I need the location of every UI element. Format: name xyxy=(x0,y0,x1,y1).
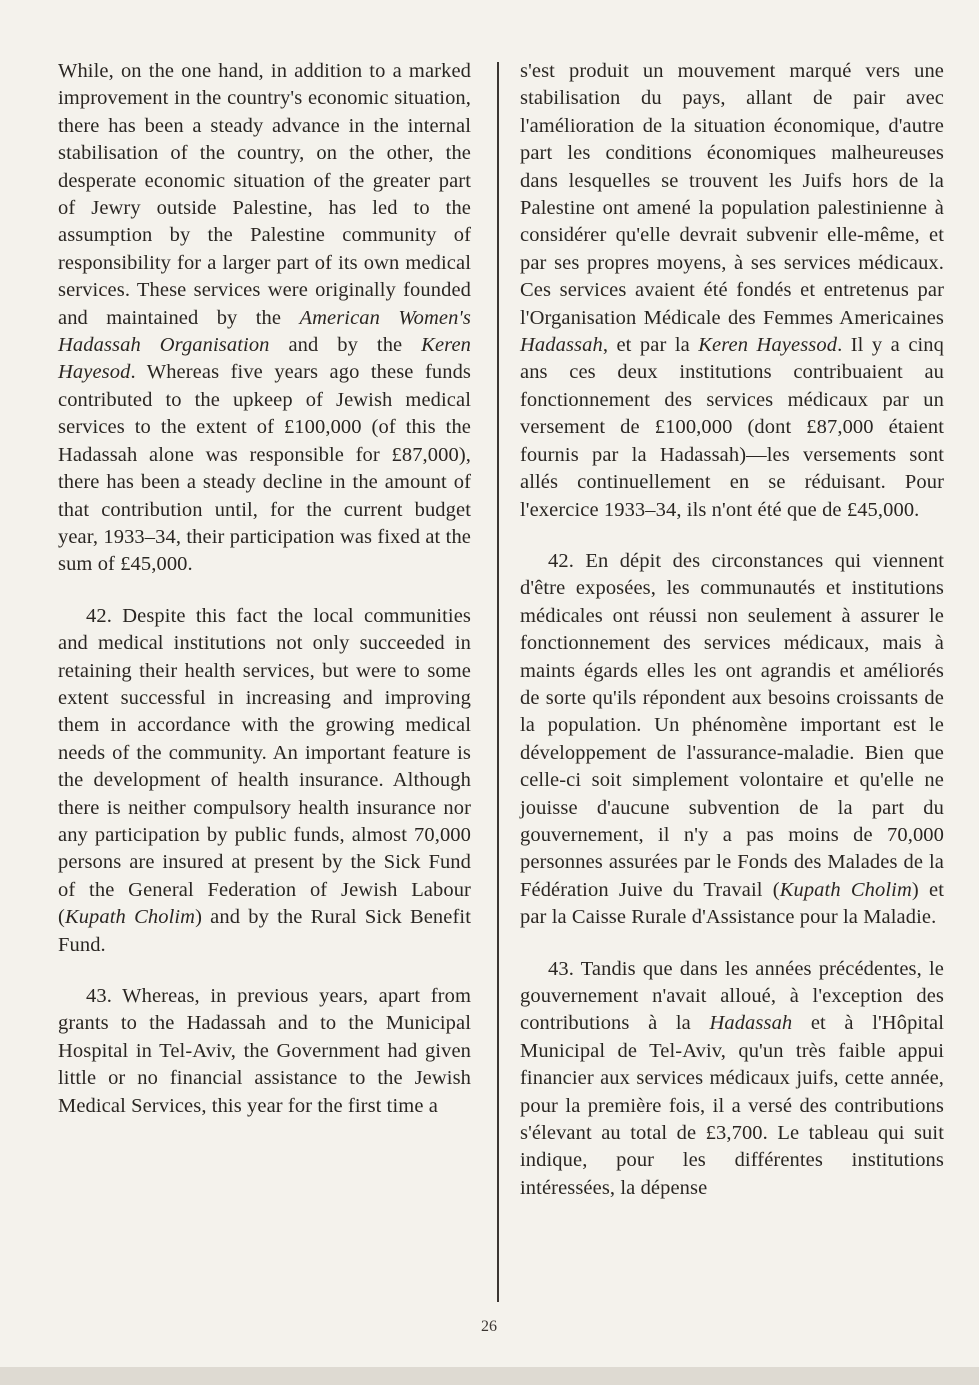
french-paragraph-42-text-2: ) et par la Caisse Rurale d'Assistance pour la Maladie. xyxy=(520,878,944,929)
english-intro-text-2: and by the xyxy=(269,334,422,357)
french-paragraph-42-text-1: En dépit des circonstances qui viennent d'être exposées, les communautés et institutions médicales ont réussi non seulement à assurer le fonctionnement des services médicaux, mais à maints égards elles les ont agrandis et améliorés de sorte qu'ils répondent aux besoins croissants de la population. Un phénomène important est le développement de l'assurance-maladie. Bien que celle-ci soit simplement volontaire et qu'elle ne jouisse d'aucune subvention de la part du gouvernement, il n'y a pas moins de 70,000 personnes assurées par le Fonds des Malades de la Fédération Juive du Travail ( xyxy=(520,549,944,901)
english-intro-paragraph xyxy=(58,58,471,579)
french-paragraph-42-number: 42. xyxy=(548,549,574,572)
french-intro-org-keren: Keren Hayessod xyxy=(698,334,838,357)
english-paragraph-42-number: 42. xyxy=(86,604,112,627)
french-intro-text-1: s'est produit un mouvement marqué vers une stabilisation du pays, allant de pair avec l'amélioration de la situation économique, d'autre part les conditions économiques malheureuses dans lesquelles se trouvent les Juifs hors de la Palestine ont amené la population palestinienne à considérer qu'elle devrait subvenir elle-même, et par ses propres moyens, à ses services médicaux. Ces services avaient été fondés et entretenus par l'Organisation Médicale des Femmes Americaines xyxy=(520,60,944,329)
column-divider xyxy=(497,62,499,1302)
english-paragraph-42 xyxy=(58,603,471,959)
french-paragraph-43 xyxy=(520,956,944,1203)
french-paragraph-42 xyxy=(520,548,944,932)
french-intro-org-hadassah: Hadassah xyxy=(520,334,603,357)
english-paragraph-43 xyxy=(58,983,471,1120)
french-paragraph-43-text-1: Tandis que dans les années précédentes, le gouvernement n'avait alloué, à l'exception des contributions à la xyxy=(520,957,944,1035)
english-paragraph-42-text-2: ) and by the Rural Sick Benefit Fund. xyxy=(58,906,471,956)
french-paragraph-43-text-2: et à l'Hôpital Municipal de Tel-Aviv, qu'un très faible appui financier aux services médicaux juifs, cette année, pour la première fois, il a versé des contributions s'élevant au total de £3,700. Le tableau qui suit indique, pour les différentes institutions intéressées, la dépense xyxy=(520,1012,944,1199)
french-intro-text-3: . Il y a cinq ans ces deux institutions contribuaient au fonctionnement des services médicaux par un versement de £100,000 (dont £87,000 étaient fournis par la Hadassah)—les versements sont allés continuellement en se réduisant. Pour l'exercice 1933–34, ils n'ont été que de £45,000. xyxy=(520,334,945,521)
english-intro-org-keren: Keren Hayesod xyxy=(58,334,472,384)
french-paragraph-43-number: 43. xyxy=(548,957,574,980)
french-intro-paragraph xyxy=(520,58,944,524)
french-paragraph-42-kupath: Kupath Cholim xyxy=(779,878,912,901)
english-intro-org-hadassah: American Women's Hadassah Organisation xyxy=(58,306,471,357)
page-number: 26 xyxy=(481,1318,497,1335)
english-column xyxy=(58,58,471,1120)
french-paragraph-43-hadassah: Hadassah xyxy=(709,1012,793,1035)
english-paragraph-43-number: 43. xyxy=(86,985,112,1007)
english-intro-text-1: While, on the one hand, in addition to a marked improvement in the country's economic situation, there has been a steady advance in the internal stabilisation of the country, on the other, the desperate economic situation of the greater part of Jewry outside Palestine, has led to the assumption by the Palestine community of responsibility for a larger part of its own medical services. These services were originally founded and maintained by the xyxy=(58,60,471,329)
french-intro-text-2: , et par la xyxy=(602,334,699,357)
english-paragraph-43-text: Whereas, in previous years, apart from grants to the Hadassah and to the Municipal Hospital in Tel-Aviv, the Government had given little or no financial assistance to the Jewish Medical Services, this year for the first time a xyxy=(58,985,471,1117)
english-intro-text-3: . Whereas five years ago these funds contributed to the upkeep of Jewish medical services to the extent of £100,000 (of this the Hadassah alone was responsible for £87,000), there has been a steady decline in the amount of that contribution until, for the current budget year, 1933–34, their participation was fixed at the sum of £45,000. xyxy=(58,361,471,576)
french-column xyxy=(520,58,944,1202)
english-paragraph-42-kupath: Kupath Cholim xyxy=(64,906,196,929)
scan-bottom-edge xyxy=(0,1367,979,1385)
english-paragraph-42-text-1: Despite this fact the local communities and medical institutions not only succeeded in retaining their health services, but were to some extent successful in increasing and improving them in accordance with the growing medical needs of the community. An important feature is the development of health insurance. Although there is neither compulsory health insurance nor any participation by public funds, almost 70,000 persons are insured at present by the Sick Fund of the General Federation of Jewish Labour ( xyxy=(58,604,471,929)
